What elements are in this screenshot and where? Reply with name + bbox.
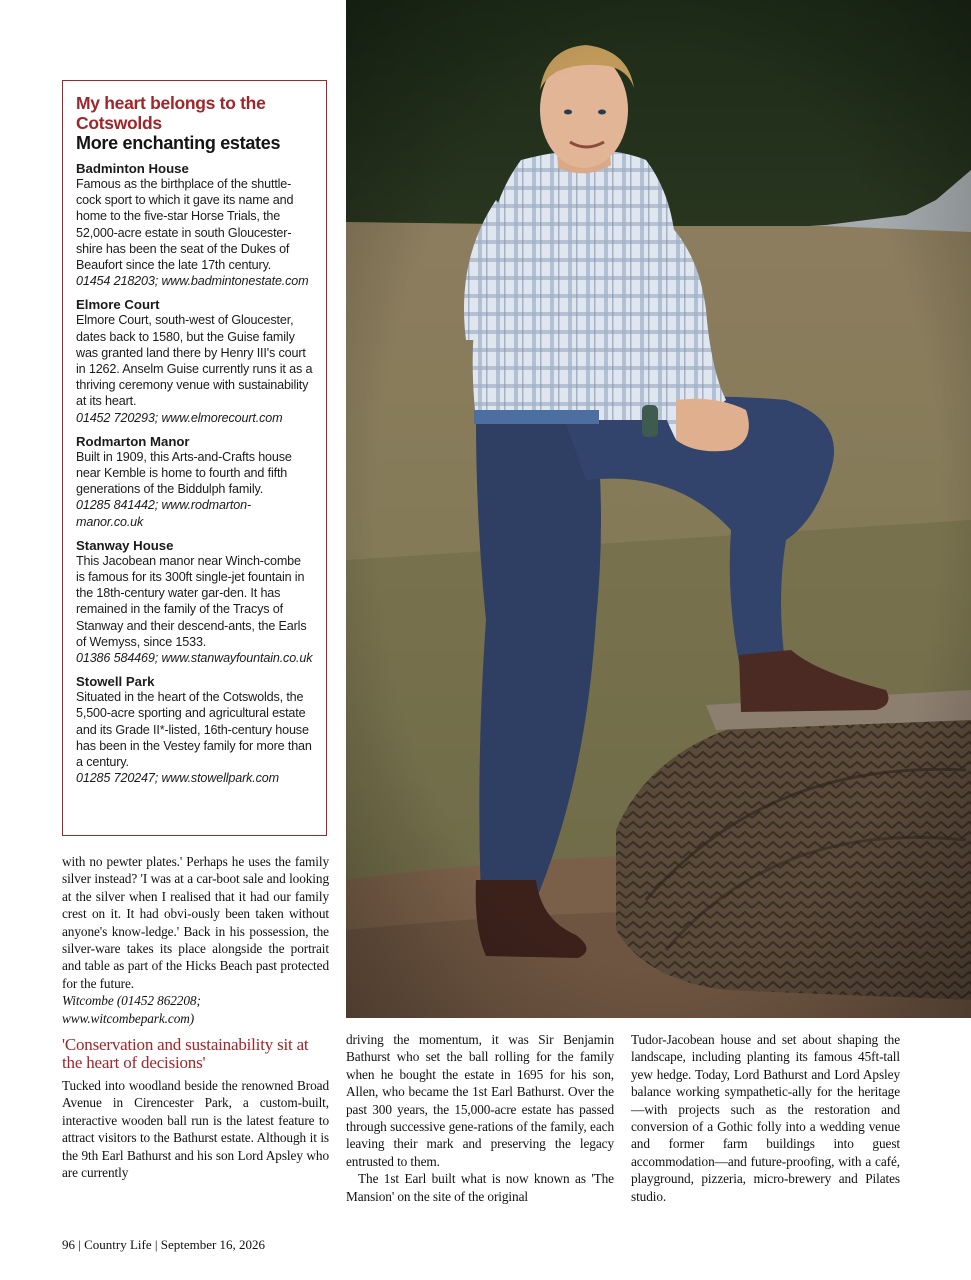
body-paragraph: Tucked into woodland beside the renowned Broad Avenue in Cirencester Park, a custom-built, interactive wooden ball run is the latest feature to attract visitors to the Bathurst estate. Although it is the 9th Earl Bathurst and his son Lord Apsley who are currently xyxy=(62,1078,329,1181)
estate-contact[interactable]: 01285 841442; www.rodmarton-manor.co.uk xyxy=(76,498,252,529)
body-column-1 xyxy=(62,853,329,1182)
section-heading: 'Conservation and sustainability sit at the heart of decisions' xyxy=(62,1035,309,1073)
estate-contact[interactable]: 01285 720247; www.stowellpark.com xyxy=(76,771,279,786)
estate-entry xyxy=(76,538,313,666)
sidebar-title xyxy=(76,93,313,153)
portrait-photo xyxy=(346,0,971,1018)
body-column-3 xyxy=(631,1031,900,1205)
estate-contact[interactable]: 01386 584469; www.stanwayfountain.co.uk xyxy=(76,651,313,666)
estate-entry xyxy=(76,297,313,425)
venue-credit: Witcombe (01452 862208; www.witcombepark.com) xyxy=(62,993,201,1026)
estate-name: Elmore Court xyxy=(76,297,160,313)
estate-contact[interactable]: 01452 720293; www.elmorecourt.com xyxy=(76,410,283,425)
estate-entry xyxy=(76,434,313,530)
body-column-2 xyxy=(346,1031,614,1205)
estates-sidebar xyxy=(62,80,327,836)
estate-description: This Jacobean manor near Winch-combe is famous for its 300ft single-jet fountain in the 18th-century water gar-den. It has remained in the family of the Tracys of Stanway and their descend-ants, the Earls of Wemyss, since 1533. xyxy=(76,553,307,649)
estate-description: Famous as the birthplace of the shuttle-cock sport to which it gave its name and home to the five-star Horse Trials, the 52,000-acre estate in south Gloucester-shire has been the seat of the Dukes of Beaufort since the late 17th century. xyxy=(76,177,294,273)
body-paragraph: Tudor-Jacobean house and set about shaping the landscape, including planting its famous 45ft-tall yew hedge. Today, Lord Bathurst and Lord Apsley balance working sympathetic-ally for the heritage—with projects such as the restoration and conversion of a Gothic folly into a wedding venue and former farm buildings into guest accommodation—and future-proofing, with a café, playground, pizzeria, micro-brewery and Pilates studio. xyxy=(631,1032,900,1204)
portrait-photo-illustration xyxy=(346,0,971,1018)
estate-name: Stowell Park xyxy=(76,674,155,690)
estate-contact[interactable]: 01454 218203; www.badmintonestate.com xyxy=(76,274,309,289)
body-paragraph: driving the momentum, it was Sir Benjamin Bathurst who set the ball rolling for the family when he bought the estate in 1695 for his son, Allen, who became the 1st Earl Bathurst. Over the past 300 years, the 15,000-acre estate has passed through successive gene-rations of the family, each leaving their mark and preserving the legacy entrusted to them. xyxy=(346,1032,614,1169)
page-folio: 96 | Country Life | September 16, 2026 xyxy=(62,1237,266,1252)
body-paragraph: The 1st Earl built what is now known as 'The Mansion' on the site of the original xyxy=(346,1171,614,1204)
sidebar-title-black: More enchanting estates xyxy=(76,133,281,153)
estate-description: Built in 1909, this Arts-and-Crafts house near Kemble is home to fourth and fifth generations of the Biddulph family. xyxy=(76,449,292,497)
sidebar-title-red: My heart belongs to the Cotswolds xyxy=(76,93,266,133)
estate-entry xyxy=(76,674,313,786)
estate-description: Elmore Court, south-west of Gloucester, dates back to 1580, but the Guise family was granted land there by Henry III's court in 1262. Anselm Guise currently runs it as a thriving ceremony venue with sustainability at its heart. xyxy=(76,313,313,409)
body-paragraph: with no pewter plates.' Perhaps he uses the family silver instead? 'I was at a car-boot sale and looking at the silver when I realised that it had our family crest on it. It had obvi-ously been taken without anyone's know-ledge.' Back in his possession, the silver-ware takes its place alongside the portrait and table as part of the Hicks Beach past protected for the future. xyxy=(62,854,329,991)
estate-description: Situated in the heart of the Cotswolds, the 5,500-acre sporting and agricultural estate and its Grade II*-listed, 16th-century house has been in the Vestey family for more than a century. xyxy=(76,690,312,770)
estate-entry xyxy=(76,161,313,289)
estate-name: Badminton House xyxy=(76,161,189,176)
estate-name: Stanway House xyxy=(76,537,174,553)
estate-name: Rodmarton Manor xyxy=(76,433,190,449)
